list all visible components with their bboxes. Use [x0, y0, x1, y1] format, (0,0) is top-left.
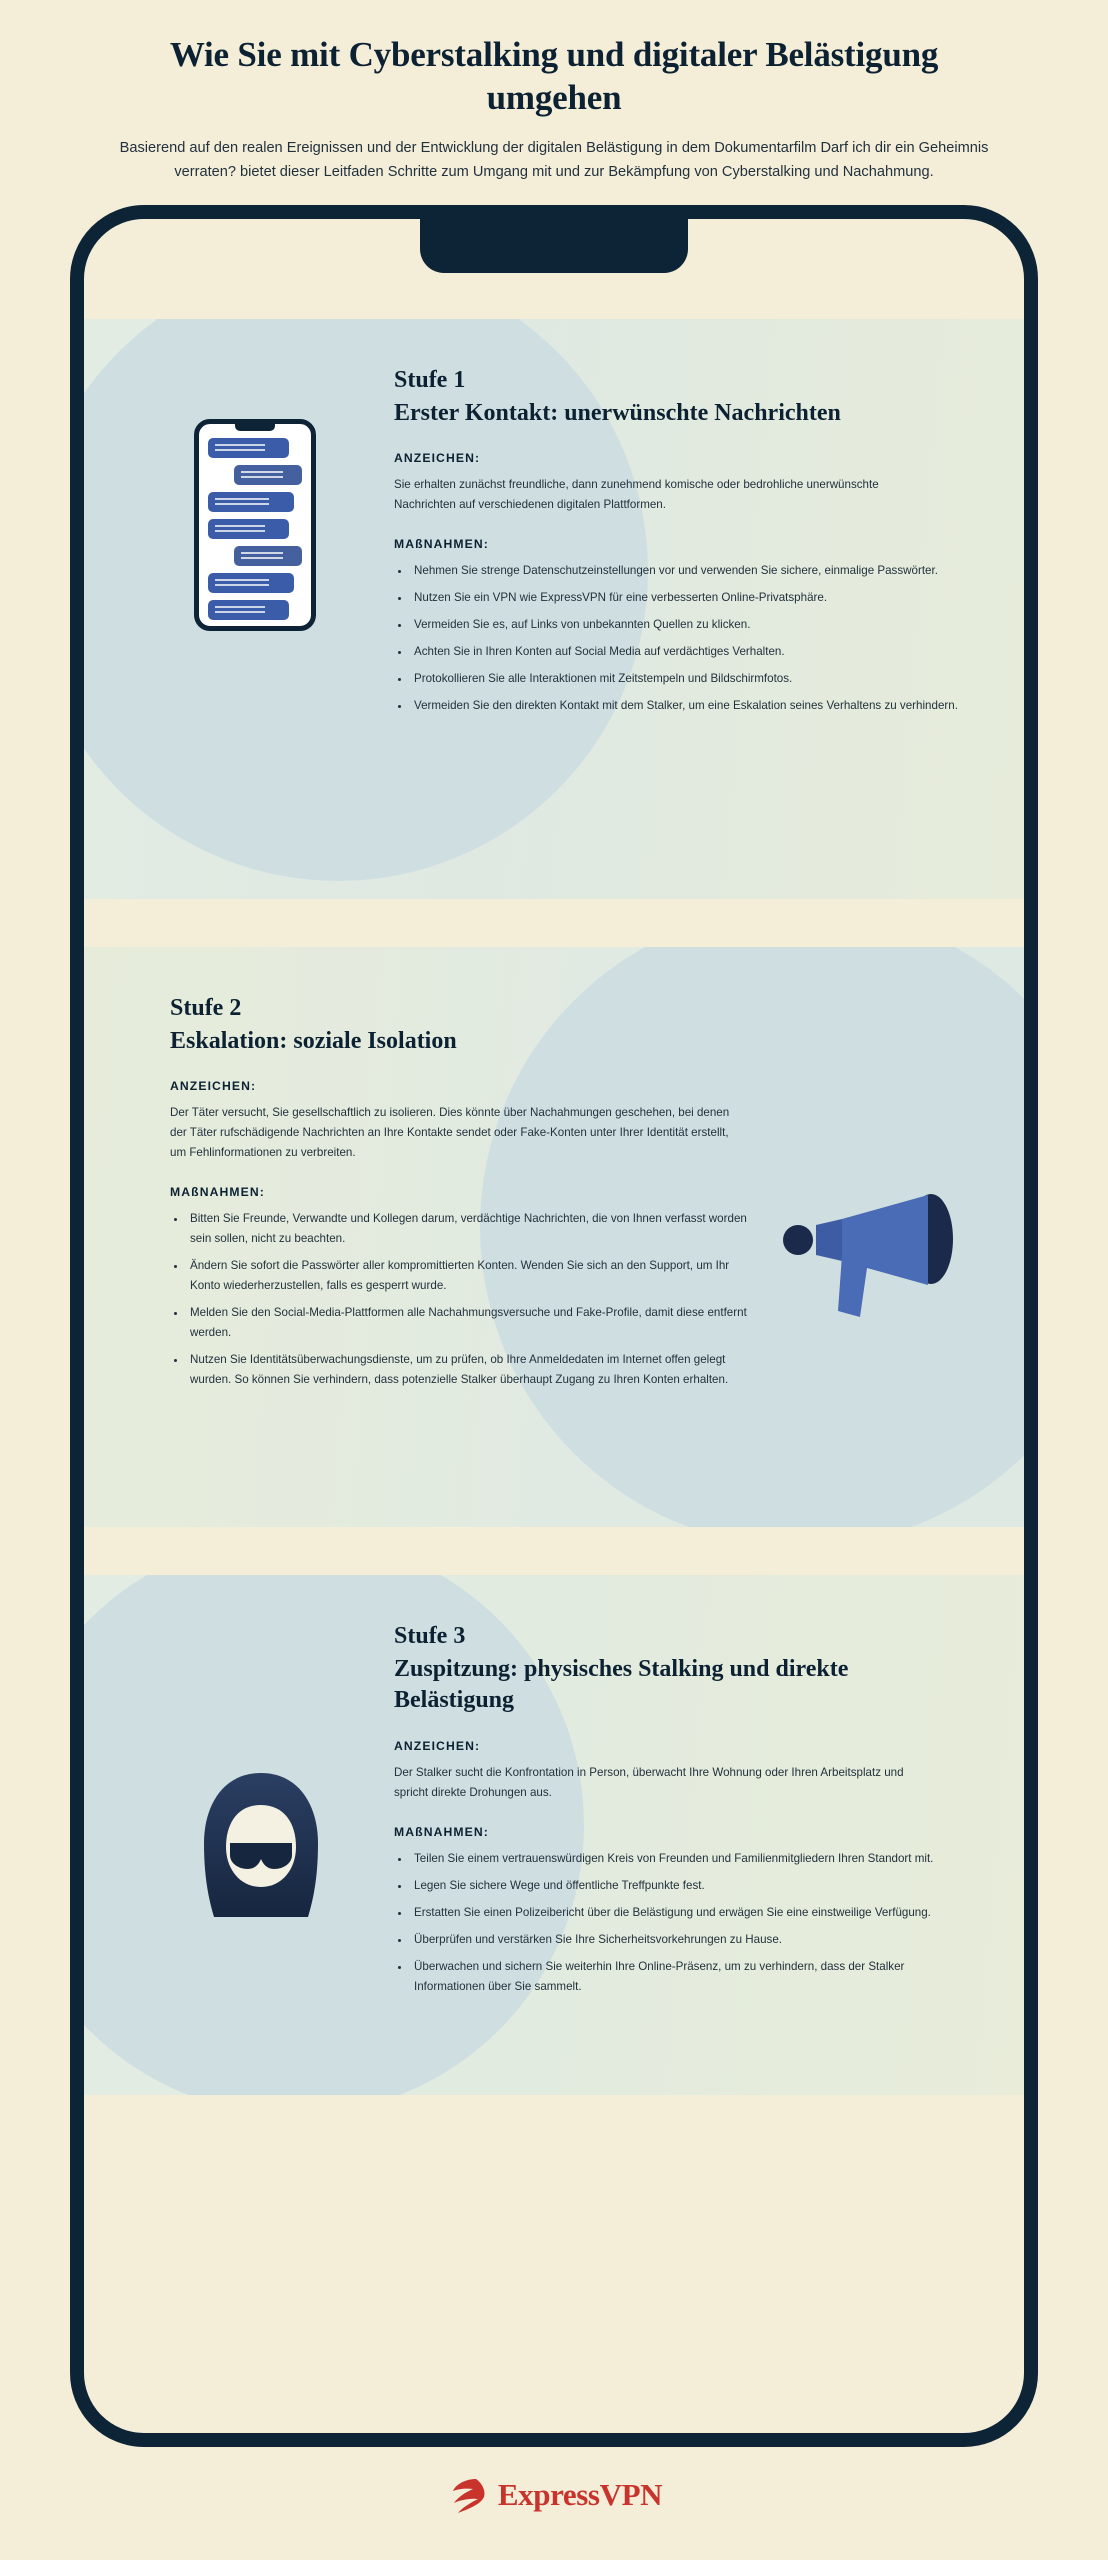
stage-2-signs-heading: ANZEICHEN:	[170, 1079, 257, 1094]
expressvpn-logo-icon	[446, 2475, 662, 2515]
stage-1-signs-text: Sie erhalten zunächst freundliche, dann zunehmend komische oder bedrohliche unerwünschte Nachrichten auf verschiedenen digitalen Plattformen.	[394, 478, 879, 512]
stage-1-content	[394, 367, 974, 723]
list-item: • Protokollieren Sie alle Interaktionen mit Zeitstempeln und Bildschirmfotos.	[411, 669, 974, 689]
megaphone-icon	[756, 1177, 966, 1352]
expressvpn-mark-icon	[446, 2475, 488, 2515]
list-item: • Nutzen Sie ein VPN wie ExpressVPN für eine verbesserten Online-Privatsphäre.	[411, 588, 974, 608]
stage-3-label: Stufe 3	[394, 1622, 466, 1649]
list-item: • Teilen Sie einem vertrauenswürdigen Kreis von Freunden und Familienmitgliedern Ihren Standort mit.	[411, 1849, 974, 1869]
stage-3-measures-list	[394, 1849, 974, 1997]
stage-3-measures-heading: MAßNAHMEN:	[394, 1824, 489, 1839]
stage-section-2	[84, 947, 1024, 1527]
list-item: • Vermeiden Sie es, auf Links von unbekannten Quellen zu klicken.	[411, 615, 974, 635]
chat-messages-phone-icon	[194, 419, 316, 631]
page-intro: Basierend auf den realen Ereignissen und der Entwicklung der digitalen Belästigung in dem Dokumentarfilm Darf ich dir ein Geheimnis verraten? bietet dieser Leitfaden Schritte zum Umgang mit und zur Bekämpfung von Cyberstalking und Nachahmung.	[119, 140, 989, 181]
phone-frame	[70, 205, 1038, 2447]
stage-2-measures-list	[170, 1209, 770, 1390]
list-item: • Vermeiden Sie den direkten Kontakt mit dem Stalker, um eine Eskalation seines Verhaltens zu verhindern.	[411, 696, 974, 716]
stage-3-signs-text: Der Stalker sucht die Konfrontation in Person, überwacht Ihre Wohnung oder Ihren Arbeitsplatz und spricht direkte Drohungen aus.	[394, 1766, 904, 1799]
stage-section-3	[84, 1575, 1024, 2095]
stage-2-label: Stufe 2	[170, 994, 242, 1021]
header	[0, 0, 1108, 185]
phone-notch	[420, 219, 688, 273]
stage-2-content	[170, 995, 770, 1397]
stage-2-signs-text: Der Täter versucht, Sie gesellschaftlich zu isolieren. Dies könnte über Nachahmungen geschehen, bei denen der Täter rufschädigende Nachrichten an Ihre Kontakte sendet oder Fake-Konten unter Ihrer Identität erstellt, um Fehlinformationen zu verbreiten.	[170, 1106, 730, 1160]
stage-1-label: Stufe 1	[394, 366, 466, 393]
stage-1-measures-heading: MAßNAHMEN:	[394, 537, 489, 552]
list-item: • Überprüfen und verstärken Sie Ihre Sicherheitsvorkehrungen zu Hause.	[411, 1930, 974, 1950]
list-item: • Überwachen und sichern Sie weiterhin Ihre Online-Präsenz, um zu verhindern, dass der Stalker Informationen über Sie sammelt.	[411, 1957, 974, 1997]
stage-2-measures-heading: MAßNAHMEN:	[170, 1185, 265, 1200]
list-item: • Nutzen Sie Identitätsüberwachungsdienste, um zu prüfen, ob Ihre Anmeldedaten im Internet offen gelegt wurden. So können Sie verhindern, dass potenzielle Stalker überhaupt Zugang zu Ihren Konten erhalten.	[187, 1350, 750, 1390]
stage-3-content	[394, 1623, 974, 2004]
hooded-figure-icon	[174, 1765, 349, 1945]
list-item: • Legen Sie sichere Wege und öffentliche Treffpunkte fest.	[411, 1876, 974, 1896]
stage-3-title: Zuspitzung: physisches Stalking und direkte Belästigung	[394, 1655, 849, 1714]
list-item: • Melden Sie den Social-Media-Plattformen alle Nachahmungsversuche und Fake-Profile, damit diese entfernt werden.	[187, 1303, 750, 1343]
stage-1-signs-heading: ANZEICHEN:	[394, 451, 481, 466]
stage-1-title: Erster Kontakt: unerwünschte Nachrichten	[394, 399, 841, 426]
phone-mockup	[70, 205, 1038, 2447]
brand-name: ExpressVPN	[497, 2476, 663, 2512]
stage-1-measures-list	[394, 561, 974, 716]
page-title: Wie Sie mit Cyberstalking und digitaler Belästigung umgehen	[169, 35, 939, 117]
stage-3-signs-heading: ANZEICHEN:	[394, 1739, 481, 1753]
list-item: • Ändern Sie sofort die Passwörter aller kompromittierten Konten. Wenden Sie sich an den Support, um Ihr Konto wiederherzustellen, falls es gesperrt wurde.	[187, 1256, 750, 1296]
stage-section-1	[84, 319, 1024, 899]
stage-2-title: Eskalation: soziale Isolation	[170, 1027, 457, 1054]
list-item: • Bitten Sie Freunde, Verwandte und Kollegen darum, verdächtige Nachrichten, die von Ihnen verfasst worden sein sollen, nicht zu beachten.	[187, 1209, 750, 1249]
list-item: • Nehmen Sie strenge Datenschutzeinstellungen vor und verwenden Sie sichere, einmalige Passwörter.	[411, 561, 974, 581]
list-item: • Achten Sie in Ihren Konten auf Social Media auf verdächtiges Verhalten.	[411, 642, 974, 662]
list-item: • Erstatten Sie einen Polizeibericht über die Belästigung und erwägen Sie eine einstweilige Verfügung.	[411, 1903, 974, 1923]
footer	[0, 2447, 1108, 2554]
